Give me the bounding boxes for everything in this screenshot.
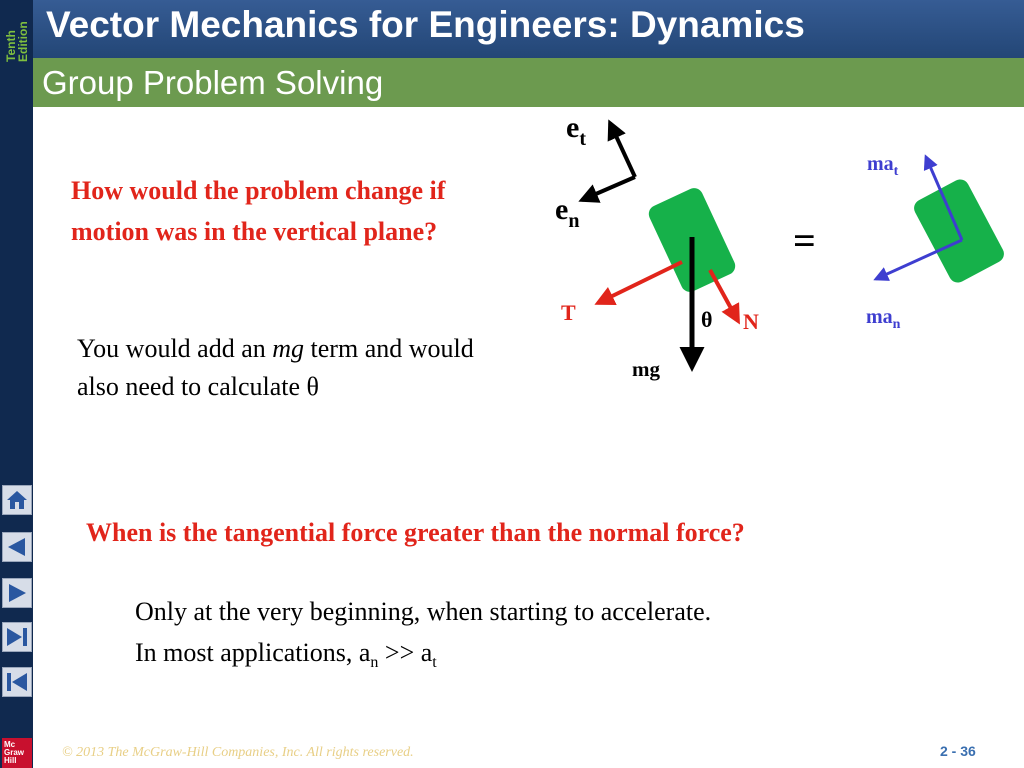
edition-label [0, 0, 33, 62]
equals-sign: = [793, 218, 816, 263]
answer2-sub-n: n [370, 654, 379, 672]
answer2-line2-mid: >> a [378, 638, 433, 667]
mat-label [867, 153, 899, 179]
en-label-base: e [555, 193, 569, 226]
publisher-logo [2, 738, 32, 768]
edition-text-tenth: Tenth [3, 30, 18, 62]
theta-label: θ [701, 307, 713, 332]
tension-arrow [598, 262, 682, 303]
en-label-sub: n [568, 210, 580, 232]
man-label-base: ma [866, 306, 893, 328]
last-button[interactable] [2, 622, 32, 652]
tension-label: T [561, 300, 576, 325]
next-button[interactable] [2, 578, 32, 608]
answer2-line1: Only at the very beginning, when starting to accelerate. [135, 597, 712, 626]
answer2-line2-prefix: In most applications, a [135, 638, 371, 667]
logo-text-mc: Mc [4, 740, 16, 749]
en-arrow [582, 177, 635, 200]
answer-vertical-plane [77, 330, 477, 406]
previous-icon [5, 536, 29, 558]
answer-tangential-force [135, 591, 711, 683]
mat-label-base: ma [867, 153, 894, 175]
slide-title: Vector Mechanics for Engineers: Dynamics [46, 4, 805, 45]
logo-text-graw: Graw [4, 748, 25, 757]
free-body-diagram [540, 107, 1020, 397]
home-icon [5, 489, 29, 511]
en-label [555, 193, 579, 232]
last-icon [5, 626, 29, 648]
mg-label: mg [632, 357, 660, 381]
copyright-notice: © 2013 The McGraw-Hill Companies, Inc. All rights reserved. [62, 745, 414, 760]
home-button[interactable] [2, 485, 32, 515]
first-button[interactable] [2, 667, 32, 697]
question-tangential-force: When is the tangential force greater than the normal force? [86, 518, 745, 547]
next-icon [5, 582, 29, 604]
normal-force-arrow [710, 270, 738, 321]
normal-force-label: N [743, 309, 759, 334]
slide-subtitle: Group Problem Solving [42, 64, 384, 101]
mat-label-sub: t [893, 164, 899, 179]
answer1-text-before: You would add an [77, 334, 273, 363]
answer1-text-after: term and would also need to calculate θ [77, 334, 474, 401]
et-label [566, 111, 586, 150]
man-label-sub: n [892, 317, 901, 332]
question-vertical-plane: How would the problem change if motion was in the vertical plane? [71, 176, 446, 246]
edition-text-edition: Edition [15, 21, 30, 62]
man-label [866, 306, 901, 332]
et-label-sub: t [579, 128, 586, 150]
answer1-mg-term: mg [272, 334, 305, 363]
answer2-sub-t: t [432, 654, 437, 672]
page-number: 2 - 36 [940, 743, 976, 759]
previous-button[interactable] [2, 532, 32, 562]
et-arrow [610, 123, 635, 177]
et-label-base: e [566, 111, 580, 144]
logo-text-hill: Hill [4, 756, 17, 765]
first-icon [5, 671, 29, 693]
sidebar [0, 0, 33, 768]
unit-vector-axes [582, 123, 635, 200]
